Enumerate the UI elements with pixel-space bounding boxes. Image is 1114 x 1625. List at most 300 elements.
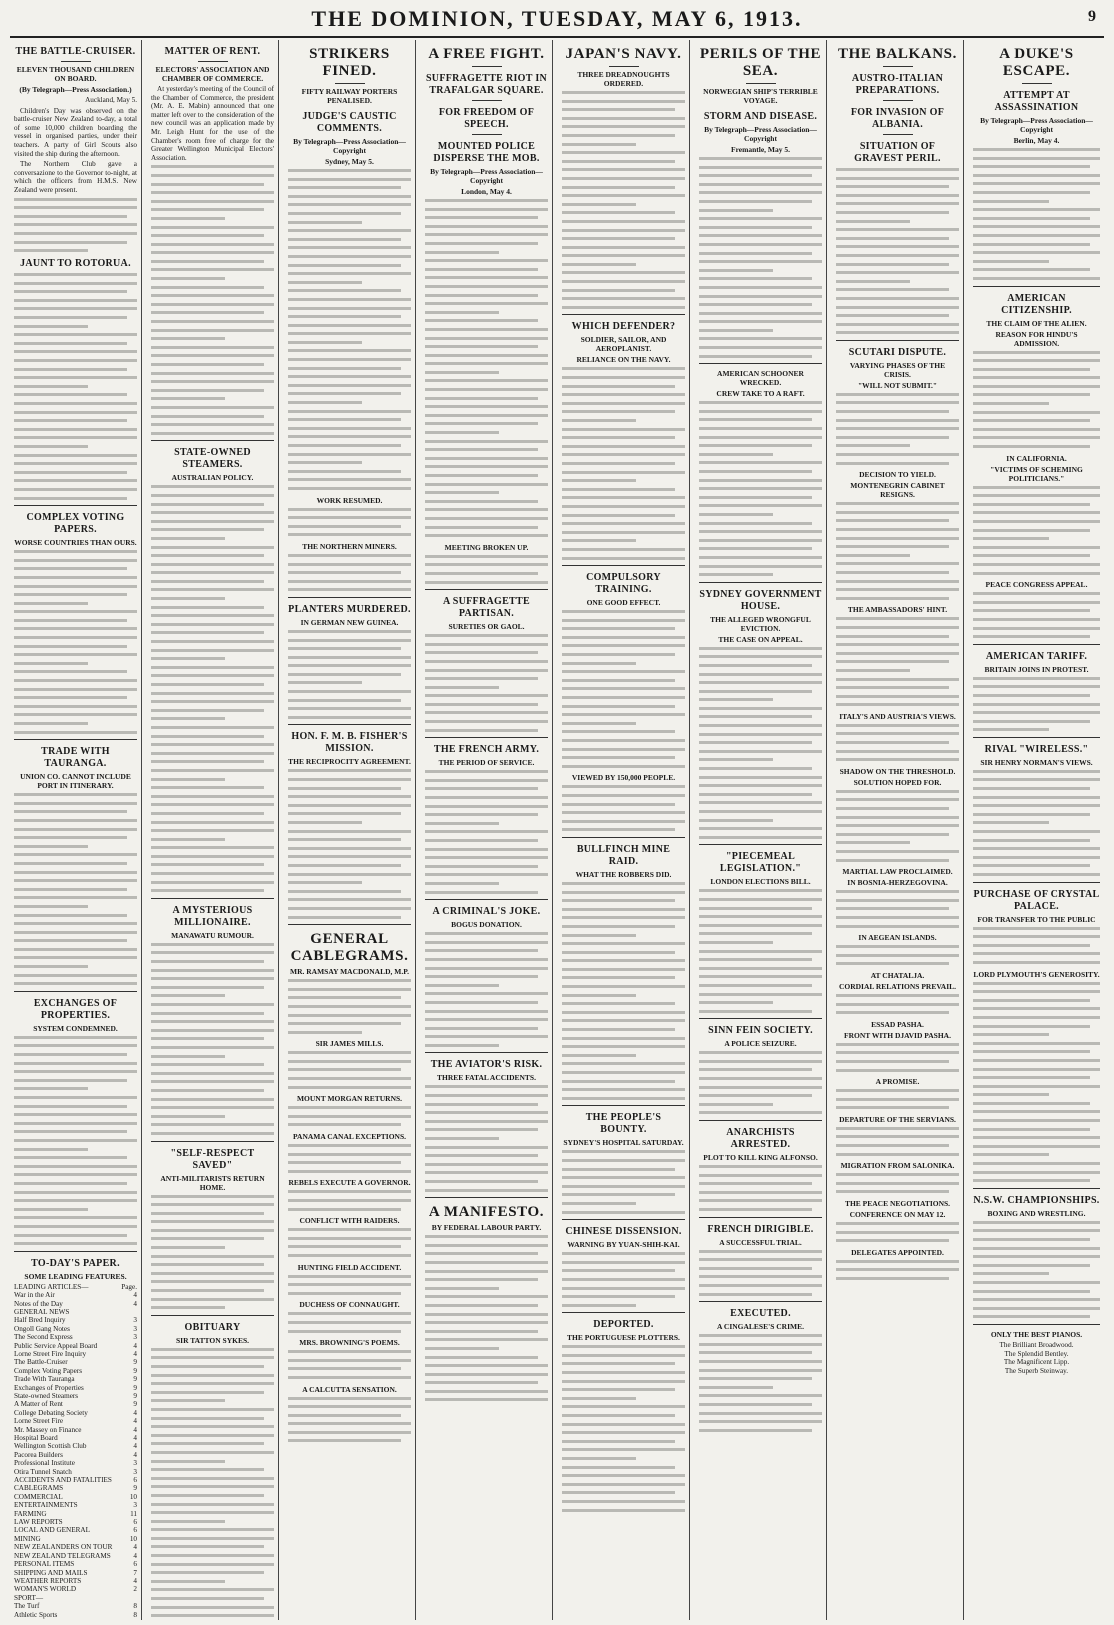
subheadline: IN GERMAN NEW GUINEA. <box>300 617 399 627</box>
subheadline: CONFERENCE ON MAY 12. <box>849 1210 946 1220</box>
contents-item <box>14 1358 137 1366</box>
headline: AMERICAN CITIZENSHIP. <box>1001 292 1072 316</box>
section-rule <box>699 363 822 364</box>
text-lines <box>836 168 959 334</box>
headline: N.S.W. CHAMPIONSHIPS. <box>973 1194 1100 1206</box>
headline: AMERICAN TARIFF. <box>985 650 1088 662</box>
subheadline: A SUCCESSFUL TRIAL. <box>719 1237 802 1247</box>
text-lines <box>836 1089 959 1109</box>
contents-item <box>14 1300 137 1308</box>
masthead-rule <box>10 36 1104 38</box>
subheadline: MONTENEGRIN CABINET RESIGNS. <box>850 481 945 500</box>
text-lines <box>562 610 685 768</box>
subheadline: DECISION TO YIELD. <box>859 470 936 480</box>
article-tauranga <box>14 746 137 985</box>
subheadline: THE ALLEGED WRONGFUL EVICTION. <box>710 614 811 633</box>
subheadline: A CALCUTTA SENSATION. <box>302 1384 397 1394</box>
text-lines <box>288 1190 411 1210</box>
headline: JAUNT TO ROTORUA. <box>20 258 131 270</box>
contents-item <box>14 1476 137 1484</box>
contents-label: LOCAL AND GENERAL <box>14 1526 90 1535</box>
contents-label: LAW REPORTS <box>14 1518 63 1527</box>
subheadline: ELEVEN THOUSAND CHILDREN ON BOARD. <box>16 65 135 83</box>
text-lines <box>288 1144 411 1173</box>
paragraph: Children's Day was observed on the battle-cruiser New Zealand to-day, a total of some 10,000 children boarding the vessel in organised parties, under their teachers. A party of Girl Scouts also visited the ship during the afternoon. <box>14 106 137 158</box>
contents-label: GENERAL NEWS <box>14 1307 70 1316</box>
subheadline: REASON FOR HINDU'S ADMISSION. <box>995 329 1078 348</box>
divider <box>883 100 913 101</box>
headline: BULLFINCH MINE RAID. <box>576 843 671 867</box>
divider <box>746 83 776 84</box>
divider <box>1022 83 1052 84</box>
text-lines <box>425 932 548 1047</box>
section-rule <box>562 565 685 566</box>
contents-label: WOMAN'S WORLD <box>14 1585 77 1594</box>
section-rule <box>425 899 548 900</box>
ad-line: The Superb Steinway. <box>1004 1366 1069 1375</box>
contents-page: 4 <box>133 1408 137 1417</box>
contents-item <box>14 1569 137 1577</box>
headline: STATE-OWNED STEAMERS. <box>174 447 251 471</box>
contents-item <box>14 1510 137 1518</box>
contents-item <box>14 1283 137 1291</box>
headline: A SUFFRAGETTE PARTISAN. <box>443 596 530 620</box>
headline: SITUATION OF GRAVEST PERIL. <box>854 141 941 164</box>
article-compulsory-training <box>562 572 685 831</box>
paragraph: The Northern Club gave a conversazione to the Governor to-night, at which the officers from H.M.S. New Zealand were present. <box>14 160 137 194</box>
contents-label: The Battle-Cruiser <box>14 1358 68 1367</box>
section-rule <box>699 582 822 583</box>
subheadline: BOXING AND WRESTLING. <box>987 1208 1086 1218</box>
subheadline: THREE DREADNOUGHTS ORDERED. <box>577 70 670 88</box>
text-lines <box>425 634 548 732</box>
contents-item <box>14 1367 137 1375</box>
contents-item <box>14 1375 137 1383</box>
section-rule <box>14 1251 137 1252</box>
column-3 <box>284 40 416 1620</box>
text-lines <box>836 724 959 761</box>
contents-page: 9 <box>133 1358 137 1367</box>
subheadline: SIR HENRY NORMAN'S VIEWS. <box>980 757 1093 767</box>
subheadline: THE PORTUGUESE PLOTTERS. <box>567 1333 680 1343</box>
contents-item <box>14 1291 137 1299</box>
text-lines <box>288 1228 411 1257</box>
text-lines <box>562 1150 685 1213</box>
text-lines <box>288 554 411 591</box>
section-rule <box>562 1105 685 1106</box>
contents-label: State-owned Steamers <box>14 1391 79 1400</box>
article-complex-voting <box>14 512 137 733</box>
text-lines <box>288 979 411 1034</box>
article-piecemeal <box>699 851 822 1012</box>
subheadline: RELIANCE ON THE NAVY. <box>576 355 671 365</box>
ad-line: The Magnificent Lipp. <box>1003 1358 1070 1367</box>
headline: SYDNEY GOVERNMENT HOUSE. <box>699 588 822 612</box>
contents-label: MINING <box>14 1534 41 1543</box>
contents-label: Complex Voting Papers <box>14 1366 83 1375</box>
text-lines <box>973 351 1100 449</box>
section-rule <box>699 1217 822 1218</box>
text-lines <box>973 592 1100 638</box>
text-lines <box>836 617 959 706</box>
headline: EXCHANGES OF PROPERTIES. <box>33 997 118 1021</box>
contents-page: 4 <box>133 1291 137 1300</box>
contents-label: Pacorea Builders <box>14 1450 63 1459</box>
subheadline: DEPARTURE OF THE SERVIANS. <box>839 1114 956 1124</box>
contents-item <box>14 1518 137 1526</box>
subheadline: PLOT TO KILL KING ALFONSO. <box>703 1153 818 1163</box>
subheadline: THE PEACE NEGOTIATIONS. <box>844 1199 951 1209</box>
text-lines <box>14 273 137 499</box>
article-nsw-championships <box>973 1195 1100 1319</box>
subheadline: DELEGATES APPOINTED. <box>851 1247 944 1257</box>
text-lines <box>836 393 959 465</box>
contents-page: 10 <box>129 1534 137 1543</box>
contents-label: War in the Air <box>14 1291 55 1300</box>
headline: PERILS OF THE SEA. <box>699 46 822 79</box>
subheadline: FOR TRANSFER TO THE PUBLIC <box>977 914 1096 924</box>
contents-label: Public Service Appeal Board <box>14 1341 98 1350</box>
subheadline: DUCHESS OF CONNAUGHT. <box>299 1300 400 1310</box>
text-lines <box>973 677 1100 732</box>
page-number: 9 <box>1088 8 1096 25</box>
contents-label: The Second Express <box>14 1333 73 1342</box>
text-lines <box>836 502 959 600</box>
headline: COMPULSORY TRAINING. <box>586 572 661 596</box>
section-rule <box>699 844 822 845</box>
article-manifesto <box>425 1204 548 1401</box>
contents-label: CABLEGRAMS <box>14 1484 64 1493</box>
divider <box>472 66 502 67</box>
column-5 <box>558 40 690 1620</box>
headline: OBITUARY <box>184 1321 241 1333</box>
contents-item <box>14 1316 137 1324</box>
section-rule <box>973 286 1100 287</box>
subheadline: MIGRATION FROM SALONIKA. <box>840 1161 955 1171</box>
section-rule <box>562 1219 685 1220</box>
article-millionaire <box>151 905 274 1135</box>
contents-item <box>14 1451 137 1459</box>
contents-label: Ongoll Gang Notes <box>14 1324 70 1333</box>
headline: STORM AND DISEASE. <box>703 111 818 122</box>
article-criminals-joke <box>425 906 548 1047</box>
text-lines <box>973 486 1100 575</box>
headline: RIVAL "WIRELESS." <box>984 743 1089 755</box>
contents-page: 9 <box>133 1383 137 1392</box>
subheadline: IN BOSNIA-HERZEGOVINA. <box>847 878 948 888</box>
headline: THE AVIATOR'S RISK. <box>430 1059 543 1071</box>
subheadline: THREE FATAL ACCIDENTS. <box>437 1073 536 1083</box>
subheadline: SOLDIER, SAILOR, AND AEROPLANIST. <box>580 335 667 354</box>
contents-page: 6 <box>133 1526 137 1535</box>
subheadline: A POLICE SEIZURE. <box>724 1039 797 1049</box>
subheadline: SURETIES OR GAOL. <box>448 622 525 632</box>
subheadline: SHADOW ON THE THRESHOLD. <box>839 766 956 776</box>
text-lines <box>699 401 822 576</box>
headline: AUSTRO-ITALIAN PREPARATIONS. <box>851 73 944 96</box>
headline: ATTEMPT AT ASSASSINATION <box>994 90 1079 113</box>
contents-label: Trade With Tauranga <box>14 1375 75 1384</box>
divider <box>883 66 913 67</box>
article-state-steamers <box>151 447 274 892</box>
article-perils-of-sea <box>699 46 822 358</box>
headline: MOUNTED POLICE DISPERSE THE MOB. <box>433 141 540 164</box>
contents-page: 4 <box>133 1551 137 1560</box>
subheadline: SIR JAMES MILLS. <box>315 1039 384 1049</box>
text-lines <box>699 647 822 839</box>
subheadline: UNION CO. CANNOT INCLUDE PORT IN ITINERARY. <box>20 772 131 791</box>
divider <box>472 134 502 135</box>
text-lines <box>14 550 137 733</box>
article-sinn-fein <box>699 1025 822 1114</box>
article-strikers <box>288 46 411 591</box>
newspaper-title: THE DOMINION, TUESDAY, MAY 6, 1913. <box>311 6 803 31</box>
subheadline: CONFLICT WITH RAIDERS. <box>299 1216 400 1226</box>
contents-item <box>14 1442 137 1450</box>
headline: "SELF-RESPECT SAVED" <box>170 1147 255 1171</box>
headline: PLANTERS MURDERED. <box>288 603 411 615</box>
contents-page: 4 <box>133 1543 137 1552</box>
contents-page: 4 <box>133 1417 137 1426</box>
text-lines <box>288 1350 411 1379</box>
text-lines <box>836 1043 959 1072</box>
text-lines <box>836 890 959 927</box>
text-lines <box>288 169 411 490</box>
masthead <box>0 0 1114 38</box>
contents-label: Hospital Board <box>14 1434 58 1442</box>
text-lines <box>836 1222 959 1242</box>
contents-item <box>14 1417 137 1425</box>
subheadline: THE PERIOD OF SERVICE. <box>438 758 535 768</box>
article-fisher <box>288 731 411 918</box>
contents-page: 3 <box>133 1316 137 1325</box>
text-lines <box>288 1106 411 1126</box>
headline: SCUTARI DISPUTE. <box>848 346 947 358</box>
headline: GENERAL CABLEGRAMS. <box>290 931 409 965</box>
article-scutari <box>836 347 959 1280</box>
text-lines <box>699 1250 822 1296</box>
contents-page: 3 <box>133 1459 137 1468</box>
section-rule <box>973 737 1100 738</box>
contents-item <box>14 1426 137 1434</box>
contents-item <box>14 1384 137 1392</box>
contents-label: ACCIDENTS AND FATALITIES <box>14 1476 112 1485</box>
headline: FOR FREEDOM OF SPEECH. <box>438 107 535 130</box>
contents-label: Exchanges of Properties <box>14 1383 84 1392</box>
subheadline: ANTI-MILITARISTS RETURN HOME. <box>160 1173 265 1192</box>
subheadline: "WILL NOT SUBMIT." <box>857 380 938 390</box>
contents-label: NEW ZEALAND TELEGRAMS <box>14 1551 111 1560</box>
dateline: London, May 4. <box>461 187 512 196</box>
headline: A MANIFESTO. <box>428 1204 545 1221</box>
section-rule <box>836 340 959 341</box>
byline: By Telegraph—Press Association—Copyright <box>704 125 817 143</box>
headline: CHINESE DISSENSION. <box>565 1226 682 1238</box>
headline: EXECUTED. <box>730 1308 791 1320</box>
section-rule <box>14 739 137 740</box>
text-lines <box>288 508 411 537</box>
contents-page: 4 <box>133 1425 137 1434</box>
subheadline: MOUNT MORGAN RETURNS. <box>296 1094 403 1104</box>
contents-item <box>14 1552 137 1560</box>
dateline: Berlin, May 4. <box>1013 136 1060 145</box>
article-dukes-escape <box>973 46 1100 280</box>
article-french-dirigible <box>699 1224 822 1296</box>
headline: A CRIMINAL'S JOKE. <box>432 906 541 918</box>
subheadline: WHAT THE ROBBERS DID. <box>575 869 672 879</box>
text-lines <box>562 785 685 831</box>
contents-page: 4 <box>133 1576 137 1585</box>
subheadline: WORSE COUNTRIES THAN OURS. <box>14 538 137 548</box>
contents-item <box>14 1434 137 1442</box>
contents-label: WEATHER REPORTS <box>14 1576 82 1585</box>
article-cablegrams <box>288 931 411 1442</box>
ad-line: The Splendid Bentley. <box>1004 1349 1069 1358</box>
contents-item <box>14 1611 137 1619</box>
article-exchanges <box>14 998 137 1245</box>
text-lines <box>288 1397 411 1443</box>
article-schooner <box>699 369 822 576</box>
section-rule <box>425 737 548 738</box>
divider <box>198 61 228 62</box>
section-rule <box>562 1312 685 1313</box>
subheadline: ITALY'S AND AUSTRIA'S VIEWS. <box>839 711 956 721</box>
contents-page: 3 <box>133 1501 137 1510</box>
text-lines <box>151 1195 274 1310</box>
subheadline: ELECTORS' ASSOCIATION AND CHAMBER OF COMMERCE. <box>155 65 270 83</box>
text-lines <box>973 982 1100 1183</box>
text-lines <box>14 793 137 985</box>
subheadline: AUSTRALIAN POLICY. <box>171 473 254 483</box>
subheadline: PANAMA CANAL EXCEPTIONS. <box>293 1132 406 1142</box>
subheadline: LONDON ELECTIONS BILL. <box>710 877 811 887</box>
headline: A MYSTERIOUS MILLIONAIRE. <box>172 904 253 928</box>
text-lines <box>973 770 1100 876</box>
contents-page: 4 <box>133 1349 137 1358</box>
contents-item <box>14 1392 137 1400</box>
section-rule <box>151 440 274 441</box>
contents-label: Athletic Sports <box>14 1610 58 1619</box>
contents-label: ENTERTAINMENTS <box>14 1501 78 1510</box>
subheadline: SIR TATTON SYKES. <box>175 1335 249 1345</box>
headline: THE BALKANS. <box>838 46 957 62</box>
text-lines <box>14 1036 137 1245</box>
article-free-fight <box>425 46 548 584</box>
subheadline: THE RECIPROCITY AGREEMENT. <box>288 757 411 767</box>
text-lines <box>973 927 1100 964</box>
paragraph: At yesterday's meeting of the Council of the Chamber of Commerce, the president (Mr. A. E. Mabin) announced that one matter left over to the consideration of the new council was an application made by Mr. Leigh Hunt for the use of the Chamber's room free of charge for the Greater Wellington Municipal Electors' Association. <box>151 85 274 162</box>
article-body <box>14 96 137 195</box>
contents-item <box>14 1459 137 1467</box>
ad-line: The Brilliant Broadwood. <box>999 1340 1074 1349</box>
contents-page: 9 <box>133 1375 137 1384</box>
text-lines <box>836 945 959 965</box>
headline: ANARCHISTS ARRESTED. <box>726 1127 795 1151</box>
article-which-defender <box>562 321 685 559</box>
headline: "PIECEMEAL LEGISLATION." <box>719 851 802 875</box>
contents-page: 2 <box>133 1585 137 1594</box>
todays-paper <box>14 1258 137 1619</box>
column-7 <box>832 40 964 1620</box>
section-rule <box>14 991 137 992</box>
contents-label: College Debating Society <box>14 1408 88 1417</box>
headline: A DUKE'S ESCAPE. <box>999 46 1074 79</box>
article-planters <box>288 604 411 719</box>
contents-label: Professional Institute <box>14 1459 75 1468</box>
subheadline: CORDIAL RELATIONS PREVAIL. <box>838 981 957 991</box>
headline: TO-DAY'S PAPER. <box>31 1257 120 1269</box>
headline: PURCHASE OF CRYSTAL PALACE. <box>973 888 1100 912</box>
contents-page: 10 <box>129 1492 137 1501</box>
text-lines <box>562 1252 685 1307</box>
subheadline: THE AMBASSADORS' HINT. <box>847 605 948 615</box>
subheadline: THE CASE ON APPEAL. <box>718 634 803 644</box>
article-peoples-bounty <box>562 1112 685 1213</box>
headline: WHICH DEFENDER? <box>571 321 676 333</box>
ad-headline: ONLY THE BEST PIANOS. <box>990 1329 1083 1339</box>
headline: TRADE WITH TAURANGA. <box>41 746 110 770</box>
section-rule <box>699 1120 822 1121</box>
article-crystal-palace <box>973 889 1100 1183</box>
article-deported <box>562 1319 685 1511</box>
contents-item <box>14 1501 137 1509</box>
divider <box>335 83 365 84</box>
subheadline: "VICTIMS OF SCHEMING POLITICIANS." <box>990 464 1083 483</box>
headline: HON. F. M. B. FISHER'S MISSION. <box>291 731 408 755</box>
contents-item <box>14 1560 137 1568</box>
contents-item <box>14 1493 137 1501</box>
text-lines <box>836 790 959 862</box>
byline: (By Telegraph—Press Association.) <box>19 85 132 94</box>
headline: THE FRENCH ARMY. <box>433 744 540 756</box>
article-self-respect <box>151 1148 274 1310</box>
contents-page: 9 <box>133 1484 137 1493</box>
section-rule <box>14 505 137 506</box>
subheadline: WORK RESUMED. <box>316 495 383 505</box>
contents-item <box>14 1342 137 1350</box>
subheadline: CREW TAKE TO A RAFT. <box>716 389 805 399</box>
headline: FRENCH DIRIGIBLE. <box>707 1223 814 1235</box>
section-rule <box>288 597 411 598</box>
article-rival-wireless <box>973 744 1100 876</box>
contents-label: SPORT— <box>14 1593 44 1602</box>
article-partisan <box>425 596 548 732</box>
headline: MATTER OF RENT. <box>164 46 261 57</box>
subheadline: A CINGALESE'S CRIME. <box>717 1322 804 1332</box>
headline: A FREE FIGHT. <box>428 46 545 62</box>
contents-page: 4 <box>133 1341 137 1350</box>
text-lines <box>836 1173 959 1193</box>
article-rotorua <box>14 258 137 499</box>
article-executed <box>699 1308 822 1432</box>
text-lines <box>288 1275 411 1295</box>
headline: JUDGE'S CAUSTIC COMMENTS. <box>302 111 397 134</box>
article-government-house <box>699 589 822 839</box>
contents-item <box>14 1585 137 1593</box>
section-rule <box>973 1324 1100 1325</box>
contents-label: PERSONAL ITEMS <box>14 1560 75 1569</box>
contents-label: Otira Tunnel Snatch <box>14 1467 72 1476</box>
subheadline: MEETING BROKEN UP. <box>444 542 529 552</box>
section-rule <box>562 837 685 838</box>
text-lines <box>699 157 822 358</box>
section-rule <box>425 589 548 590</box>
text-lines <box>425 1085 548 1191</box>
contents-item <box>14 1594 137 1602</box>
text-lines <box>562 91 685 309</box>
contents-page: 6 <box>133 1476 137 1485</box>
headline: STRIKERS FINED. <box>309 46 390 79</box>
